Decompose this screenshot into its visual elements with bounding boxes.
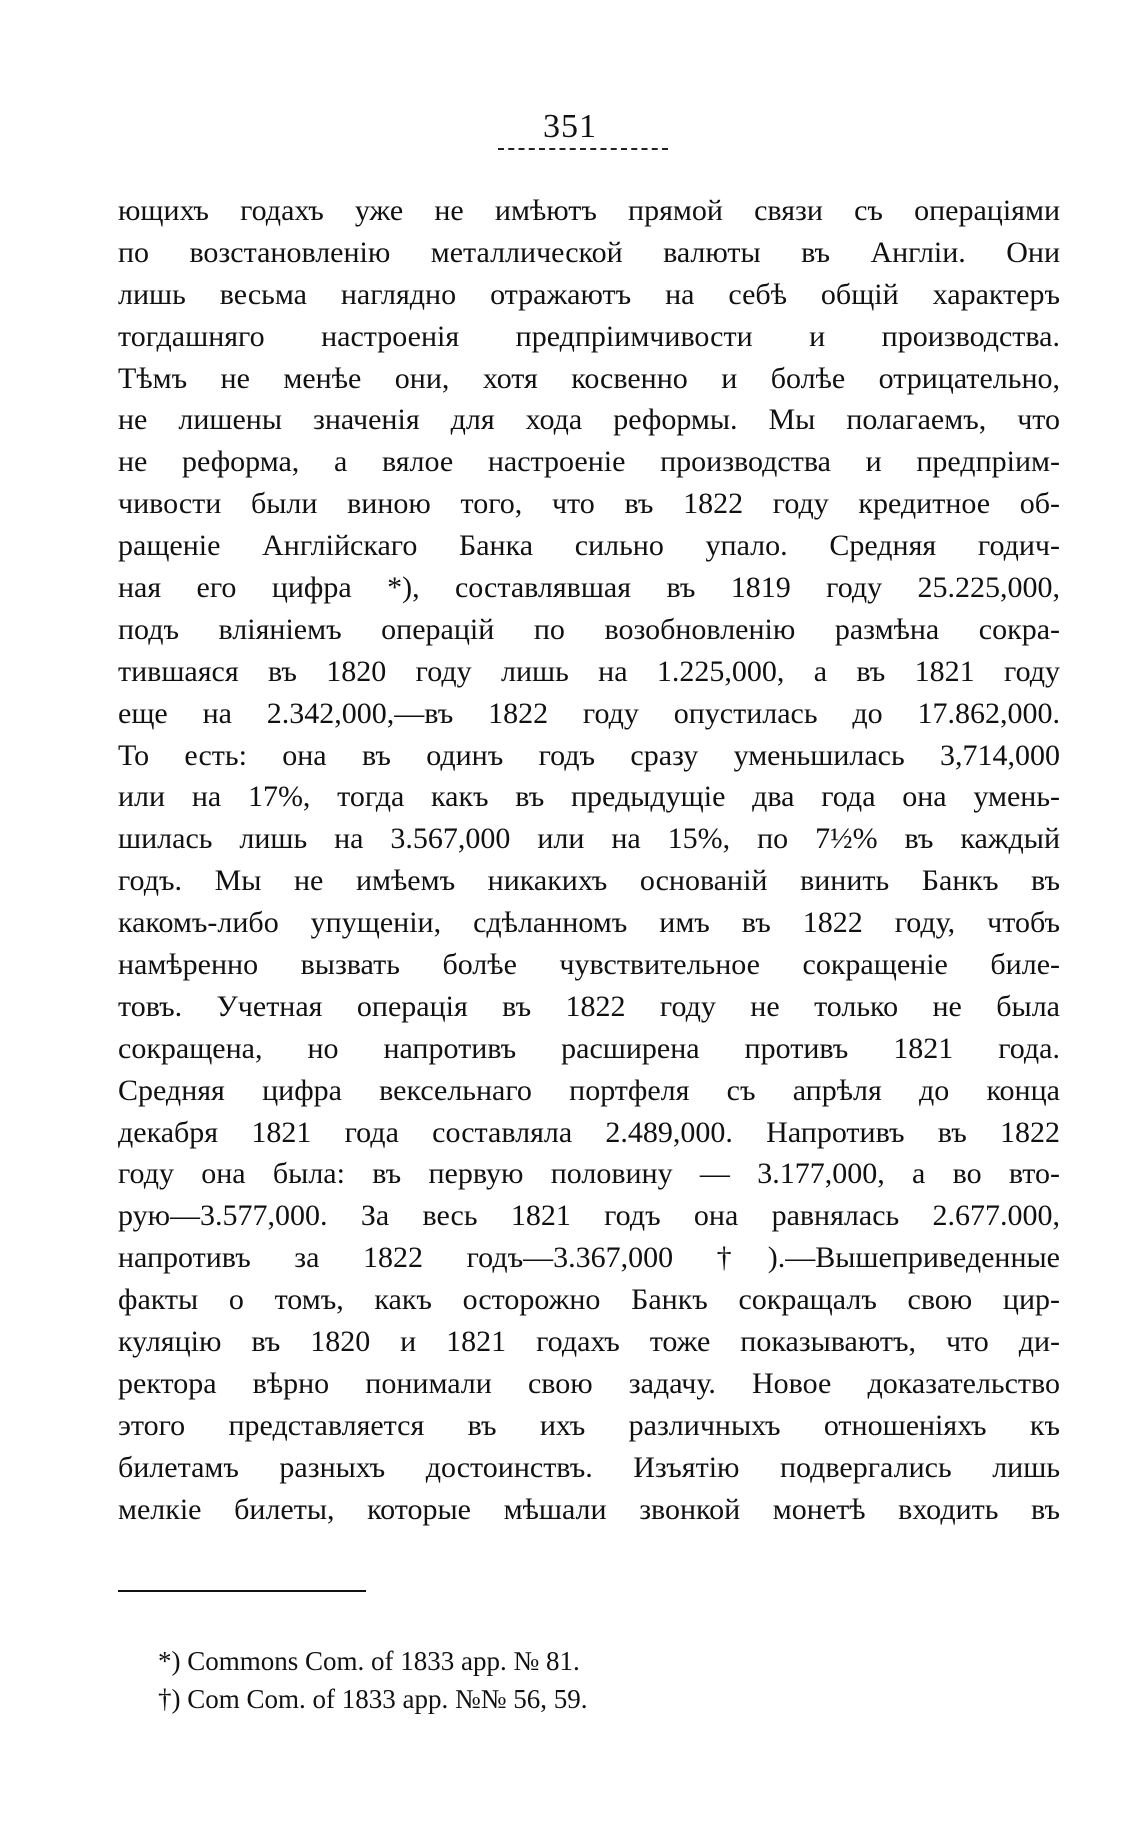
text-line: ректора вѣрно понимали свою задачу. Новое доказательство xyxy=(118,1366,1060,1400)
footnotes xyxy=(158,1642,858,1718)
text-line: шилась лишь на 3.567,000 или на 15%, по 7½% въ каждый xyxy=(118,822,1060,856)
text-line: товъ. Учетная операція въ 1822 году не только не была xyxy=(118,989,1060,1023)
text-line: тогдашняго настроенія предпріимчивости и производства. xyxy=(118,319,1060,353)
text-line: декабря 1821 года составляла 2.489,000. Напротивъ въ 1822 xyxy=(118,1115,1060,1149)
text-line: сокращена, но напротивъ расширена противъ 1821 года. xyxy=(118,1031,1060,1065)
text-line: или на 17%, тогда какъ въ предыдущіе два года она умень- xyxy=(118,780,1060,814)
text-line: еще на 2.342,000,—въ 1822 году опустилась до 17.862,000. xyxy=(118,696,1060,730)
text-line: куляцію въ 1820 и 1821 годахъ тоже показываютъ, что ди- xyxy=(118,1325,1060,1359)
footnote-asterisk: *) Commons Com. of 1833 app. № 81. xyxy=(158,1646,580,1676)
text-line: напротивъ за 1822 годъ—3.367,000 †).—Вышеприведенные xyxy=(118,1241,1060,1275)
text-line: чивости были виною того, что въ 1822 году кредитное об- xyxy=(118,487,1060,521)
text-line: ная его цифра *), составлявшая въ 1819 году 25.225,000, xyxy=(118,571,1060,605)
text-line: какомъ-либо упущеніи, сдѣланномъ имъ въ 1822 году, чтобъ xyxy=(118,906,1060,940)
text-line: билетамъ разныхъ достоинствъ. Изъятію подвергались лишь xyxy=(118,1450,1060,1484)
text-line: То есть: она въ одинъ годъ сразу уменьшилась 3,714,000 xyxy=(118,738,1060,772)
text-line: подъ вліяніемъ операцій по возобновленію размѣна сокра- xyxy=(118,612,1060,646)
text-line: по возстановленію металлической валюты въ Англіи. Они xyxy=(118,235,1060,269)
text-line: Средняя цифра вексельнаго портфеля съ апрѣля до конца xyxy=(118,1073,1060,1107)
text-line: мелкіе билеты, которые мѣшали звонкой монетѣ входить въ xyxy=(118,1492,1060,1526)
text-line: году она была: въ первую половину — 3.177,000, а во вто- xyxy=(118,1157,1060,1191)
text-line: тившаяся въ 1820 году лишь на 1.225,000, а въ 1821 году xyxy=(118,654,1060,688)
page-number-rule xyxy=(498,148,668,150)
footnote-separator xyxy=(118,1590,366,1592)
text-line: факты о томъ, какъ осторожно Банкъ сокращалъ свою цир- xyxy=(118,1283,1060,1317)
text-line: намѣренно вызвать болѣе чувствительное сокращеніе биле- xyxy=(118,948,1060,982)
text-line: Тѣмъ не менѣе они, хотя косвенно и болѣе отрицательно, xyxy=(118,361,1060,395)
text-line: лишь весьма наглядно отражаютъ на себѣ общій характеръ xyxy=(118,277,1060,311)
text-line: годъ. Мы не имѣемъ никакихъ основаній винить Банкъ въ xyxy=(118,864,1060,898)
text-line: не лишены значенія для хода реформы. Мы полагаемъ, что xyxy=(118,403,1060,437)
text-line: этого представляется въ ихъ различныхъ отношеніяхъ къ xyxy=(118,1408,1060,1442)
text-line: рую—3.577,000. За весь 1821 годъ она равнялась 2.677.000, xyxy=(118,1199,1060,1233)
text-line: ющихъ годахъ уже не имѣютъ прямой связи съ операціями xyxy=(118,194,1060,227)
body-text xyxy=(118,190,1060,1531)
text-line: не реформа, а вялое настроеніе производства и предпріим- xyxy=(118,445,1060,479)
footnote-dagger: †) Com Com. of 1833 app. №№ 56, 59. xyxy=(158,1684,588,1714)
page-number: 351 xyxy=(543,108,597,145)
text-line: ращеніе Англійскаго Банка сильно упало. Средняя годич- xyxy=(118,529,1060,563)
